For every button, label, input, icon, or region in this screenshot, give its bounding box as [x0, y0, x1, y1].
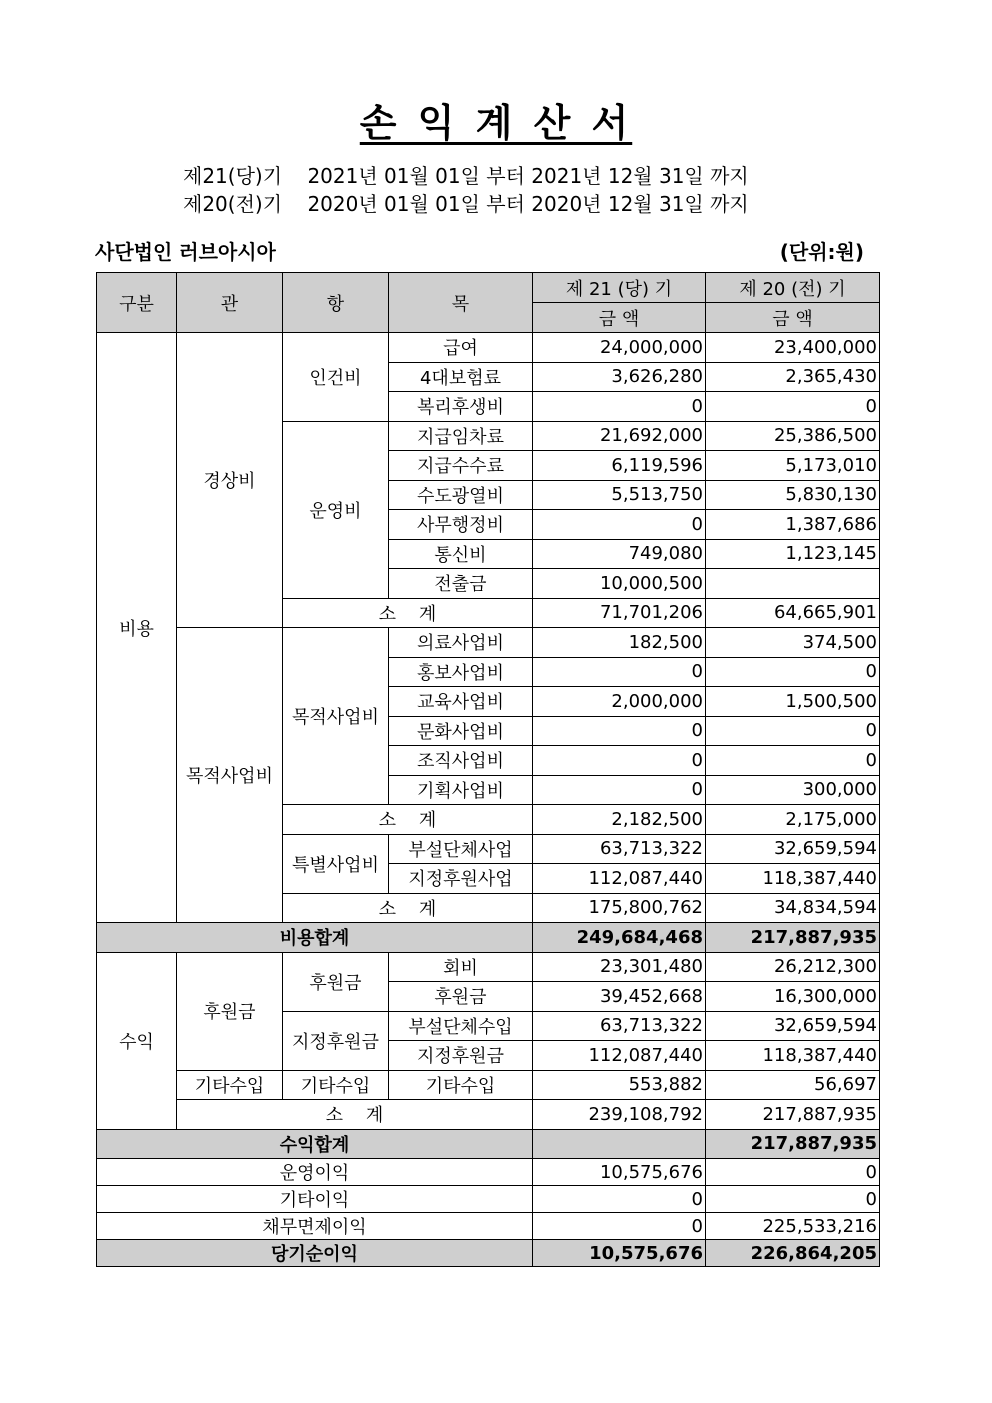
- mok-cell: 지정후원금: [389, 1041, 533, 1071]
- unit-label: (단위:원): [779, 240, 864, 264]
- current-amount: 24,000,000: [533, 333, 706, 363]
- other-income-current: 0: [533, 1186, 706, 1213]
- mok-cell: 통신비: [389, 539, 533, 569]
- mok-cell: 지급임차료: [389, 421, 533, 451]
- gwan-gita: 기타수입: [177, 1070, 283, 1100]
- revenue-total-current: [533, 1129, 706, 1159]
- mok-cell: 조직사업비: [389, 746, 533, 776]
- mok-cell: 교육사업비: [389, 687, 533, 717]
- subtotal-previous: 34,834,594: [706, 893, 880, 923]
- mok-cell: 회비: [389, 952, 533, 982]
- mok-cell: 기타수입: [389, 1070, 533, 1100]
- previous-amount: 118,387,440: [706, 1041, 880, 1071]
- header-current-period: 제 21 (당) 기: [533, 273, 706, 303]
- header-amount: 금 액: [706, 303, 880, 333]
- organization-name: 사단법인 러브아시아: [95, 240, 276, 264]
- previous-amount: 118,387,440: [706, 864, 880, 894]
- other-income-previous: 0: [706, 1186, 880, 1213]
- income-statement-table: [96, 272, 880, 1267]
- previous-amount: 5,830,130: [706, 480, 880, 510]
- other-income-label: 기타이익: [97, 1186, 533, 1213]
- mok-cell: 홍보사업비: [389, 657, 533, 687]
- mok-cell: 전출금: [389, 569, 533, 599]
- header-mok: 목: [389, 273, 533, 333]
- gwan-mokjeok: 목적사업비: [177, 628, 283, 923]
- hang-jijeong: 지정후원금: [283, 1011, 389, 1070]
- current-amount: 112,087,440: [533, 1041, 706, 1071]
- header-amount: 금 액: [533, 303, 706, 333]
- revenue-total-previous: 217,887,935: [706, 1129, 880, 1159]
- debt-forgiveness-previous: 225,533,216: [706, 1213, 880, 1240]
- mok-cell: 복리후생비: [389, 392, 533, 422]
- previous-amount: 5,173,010: [706, 451, 880, 481]
- section-expense: 비용: [97, 333, 177, 923]
- previous-amount: 25,386,500: [706, 421, 880, 451]
- subtotal-previous: 217,887,935: [706, 1100, 880, 1130]
- section-revenue: 수익: [97, 952, 177, 1129]
- header-previous-period: 제 20 (전) 기: [706, 273, 880, 303]
- expense-total-previous: 217,887,935: [706, 923, 880, 953]
- subtotal-current: 239,108,792: [533, 1100, 706, 1130]
- hang-gita: 기타수입: [283, 1070, 389, 1100]
- current-amount: 553,882: [533, 1070, 706, 1100]
- current-amount: 0: [533, 392, 706, 422]
- mok-cell: 의료사업비: [389, 628, 533, 658]
- operating-income-label: 운영이익: [97, 1159, 533, 1186]
- previous-amount: [706, 569, 880, 599]
- debt-forgiveness-label: 채무면제이익: [97, 1213, 533, 1240]
- current-amount: 0: [533, 716, 706, 746]
- mok-cell: 문화사업비: [389, 716, 533, 746]
- current-amount: 21,692,000: [533, 421, 706, 451]
- mok-cell: 부설단체수입: [389, 1011, 533, 1041]
- current-amount: 3,626,280: [533, 362, 706, 392]
- previous-amount: 26,212,300: [706, 952, 880, 982]
- header-gwan: 관: [177, 273, 283, 333]
- subtotal-previous: 2,175,000: [706, 805, 880, 835]
- previous-amount: 1,123,145: [706, 539, 880, 569]
- current-amount: 749,080: [533, 539, 706, 569]
- previous-amount: 16,300,000: [706, 982, 880, 1012]
- mok-cell: 급여: [389, 333, 533, 363]
- current-amount: 63,713,322: [533, 1011, 706, 1041]
- mok-cell: 수도광열비: [389, 480, 533, 510]
- subtotal-label: 소 계: [283, 805, 533, 835]
- mok-cell: 사무행정비: [389, 510, 533, 540]
- revenue-total-label: 수익합계: [97, 1129, 533, 1159]
- previous-amount: 1,387,686: [706, 510, 880, 540]
- debt-forgiveness-current: 0: [533, 1213, 706, 1240]
- previous-amount: 0: [706, 716, 880, 746]
- previous-amount: 32,659,594: [706, 834, 880, 864]
- period-current: 제21(당)기 2021년 01월 01일 부터 2021년 12월 31일 까지: [183, 164, 749, 188]
- hang-huwon: 후원금: [283, 952, 389, 1011]
- previous-amount: 300,000: [706, 775, 880, 805]
- hang-injeon: 인건비: [283, 333, 389, 422]
- operating-income-previous: 0: [706, 1159, 880, 1186]
- current-amount: 182,500: [533, 628, 706, 658]
- previous-amount: 374,500: [706, 628, 880, 658]
- subtotal-label: 소 계: [283, 893, 533, 923]
- current-amount: 39,452,668: [533, 982, 706, 1012]
- mok-cell: 부설단체사업: [389, 834, 533, 864]
- period-previous: 제20(전)기 2020년 01월 01일 부터 2020년 12월 31일 까지: [183, 192, 749, 216]
- previous-amount: 56,697: [706, 1070, 880, 1100]
- mok-cell: 지급수수료: [389, 451, 533, 481]
- subtotal-current: 175,800,762: [533, 893, 706, 923]
- hang-mokjeok: 목적사업비: [283, 628, 389, 805]
- header-gubun: 구분: [97, 273, 177, 333]
- previous-amount: 0: [706, 746, 880, 776]
- current-amount: 0: [533, 775, 706, 805]
- subtotal-current: 71,701,206: [533, 598, 706, 628]
- previous-amount: 0: [706, 657, 880, 687]
- subtotal-current: 2,182,500: [533, 805, 706, 835]
- previous-amount: 1,500,500: [706, 687, 880, 717]
- expense-total-label: 비용합계: [97, 923, 533, 953]
- expense-total-current: 249,684,468: [533, 923, 706, 953]
- current-amount: 10,000,500: [533, 569, 706, 599]
- subtotal-label: 소 계: [177, 1100, 533, 1130]
- hang-unyeong: 운영비: [283, 421, 389, 598]
- previous-amount: 32,659,594: [706, 1011, 880, 1041]
- previous-amount: 0: [706, 392, 880, 422]
- current-amount: 6,119,596: [533, 451, 706, 481]
- current-amount: 5,513,750: [533, 480, 706, 510]
- current-amount: 0: [533, 510, 706, 540]
- hang-teukbyeol: 특별사업비: [283, 834, 389, 893]
- current-amount: 23,301,480: [533, 952, 706, 982]
- previous-amount: 2,365,430: [706, 362, 880, 392]
- previous-amount: 23,400,000: [706, 333, 880, 363]
- mok-cell: 기획사업비: [389, 775, 533, 805]
- mok-cell: 지정후원사업: [389, 864, 533, 894]
- current-amount: 63,713,322: [533, 834, 706, 864]
- net-income-current: 10,575,676: [533, 1240, 706, 1267]
- current-amount: 0: [533, 746, 706, 776]
- current-amount: 0: [533, 657, 706, 687]
- net-income-label: 당기순이익: [97, 1240, 533, 1267]
- header-hang: 항: [283, 273, 389, 333]
- subtotal-label: 소 계: [283, 598, 533, 628]
- gwan-huwon: 후원금: [177, 952, 283, 1070]
- mok-cell: 4대보험료: [389, 362, 533, 392]
- document-title: 손 익 계 산 서: [359, 101, 633, 145]
- operating-income-current: 10,575,676: [533, 1159, 706, 1186]
- current-amount: 2,000,000: [533, 687, 706, 717]
- subtotal-previous: 64,665,901: [706, 598, 880, 628]
- mok-cell: 후원금: [389, 982, 533, 1012]
- gwan-gyeongsang: 경상비: [177, 333, 283, 628]
- net-income-previous: 226,864,205: [706, 1240, 880, 1267]
- current-amount: 112,087,440: [533, 864, 706, 894]
